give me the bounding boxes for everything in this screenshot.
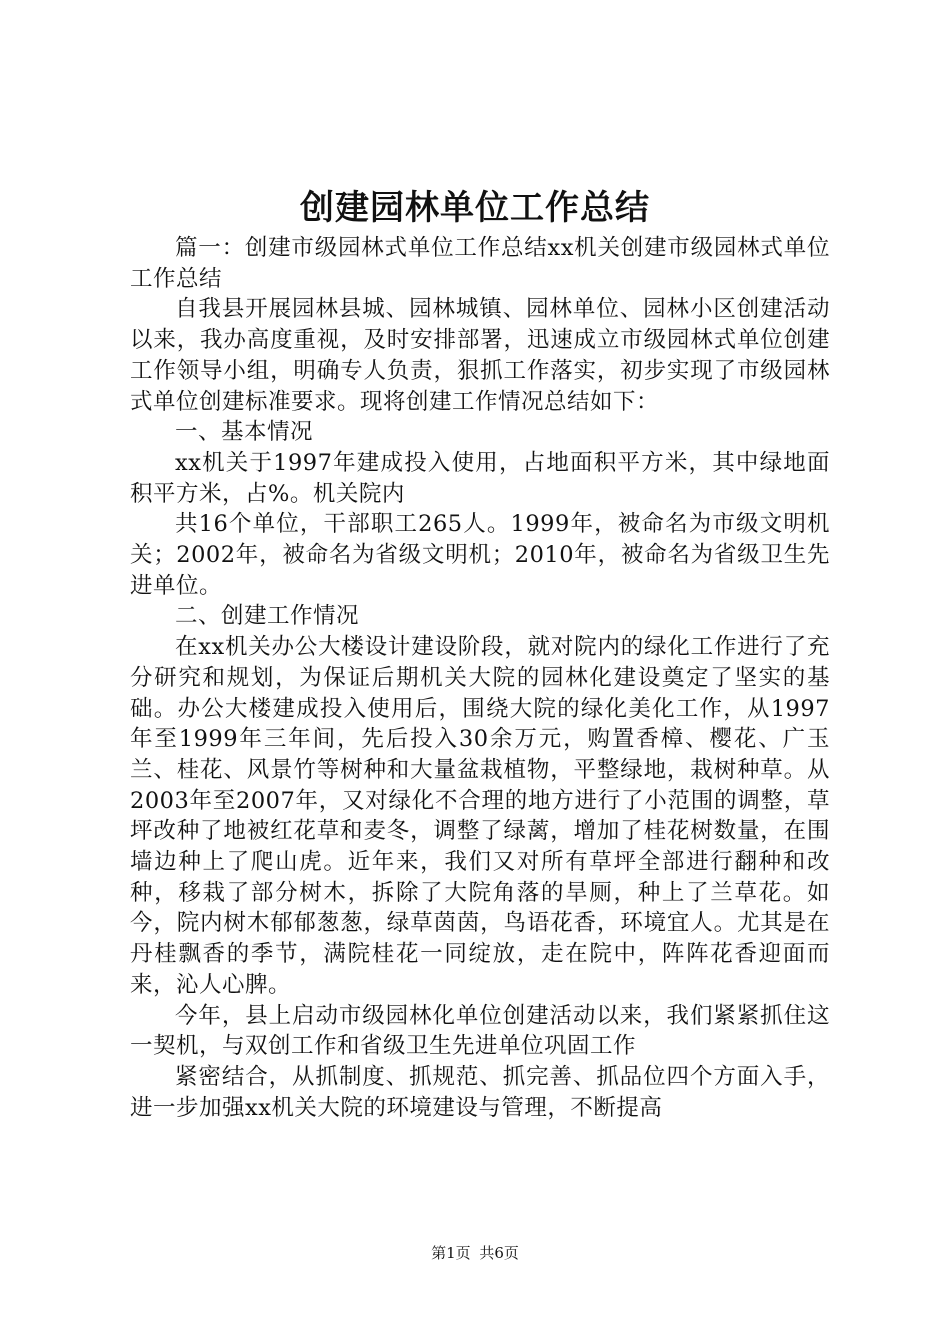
paragraph-this-year: 今年，县上启动市级园林化单位创建活动以来，我们紧紧抓住这一契机，与双创工作和省级卫生先进单位巩固工作 xyxy=(130,1002,830,1060)
paragraph-basic-situation-2: 共16个单位，干部职工265人。1999年，被命名为市级文明机关；2002年，被命名为省级文明机；2010年，被命名为省级卫生先进单位。 xyxy=(130,511,830,599)
document-title: 创建园林单位工作总结 xyxy=(300,188,650,228)
paragraph-intro: 自我县开展园林县城、园林城镇、园林单位、园林小区创建活动以来，我办高度重视，及时安排部署，迅速成立市级园林式单位创建工作领导小组，明确专人负责，狠抓工作落实，初步实现了市级园林式单位创建标准要求。现将创建工作情况总结如下： xyxy=(130,296,830,415)
page-footer xyxy=(0,1243,950,1263)
page-number-current: 第1页 xyxy=(431,1244,471,1262)
page-number-total: 共6页 xyxy=(479,1244,519,1262)
paragraph-work-situation: 在xx机关办公大楼设计建设阶段，就对院内的绿化工作进行了充分研究和规划，为保证后期机关大院的园林化建设奠定了坚实的基础。办公大楼建成投入使用后，围绕大院的绿化美化工作，从1997年至1999年三年间，先后投入30余万元，购置香樟、樱花、广玉兰、桂花、风景竹等树种和大量盆栽植物，平整绿地，栽树种草。从2003年至2007年，又对绿化不合理的地方进行了小范围的调整，草坪改种了地被红花草和麦冬，调整了绿蓠，增加了桂花树数量，在围墙边种上了爬山虎。近年来，我们又对所有草坪全部进行翻种和改种，移栽了部分树木，拆除了大院角落的旱厕，种上了兰草花。如今，院内树木郁郁葱葱，绿草茵茵，鸟语花香，环境宜人。尤其是在丹桂飘香的季节，满院桂花一同绽放，走在院中，阵阵花香迎面而来，沁人心脾。 xyxy=(130,634,830,998)
paragraph-close-combination: 紧密结合，从抓制度、抓规范、抓完善、抓品位四个方面入手，进一步加强xx机关大院的环境建设与管理，不断提高 xyxy=(130,1063,830,1121)
section-heading-basic-situation: 一、基本情况 xyxy=(175,419,314,446)
paragraph-basic-situation-1: xx机关于1997年建成投入使用，占地面积平方米，其中绿地面积平方米，占%。机关院内 xyxy=(130,449,830,507)
section-heading-work-situation: 二、创建工作情况 xyxy=(175,603,360,630)
document-body xyxy=(130,233,830,1123)
paragraph-heading-article-one: 篇一：创建市级园林式单位工作总结xx机关创建市级园林式单位工作总结 xyxy=(130,235,830,292)
